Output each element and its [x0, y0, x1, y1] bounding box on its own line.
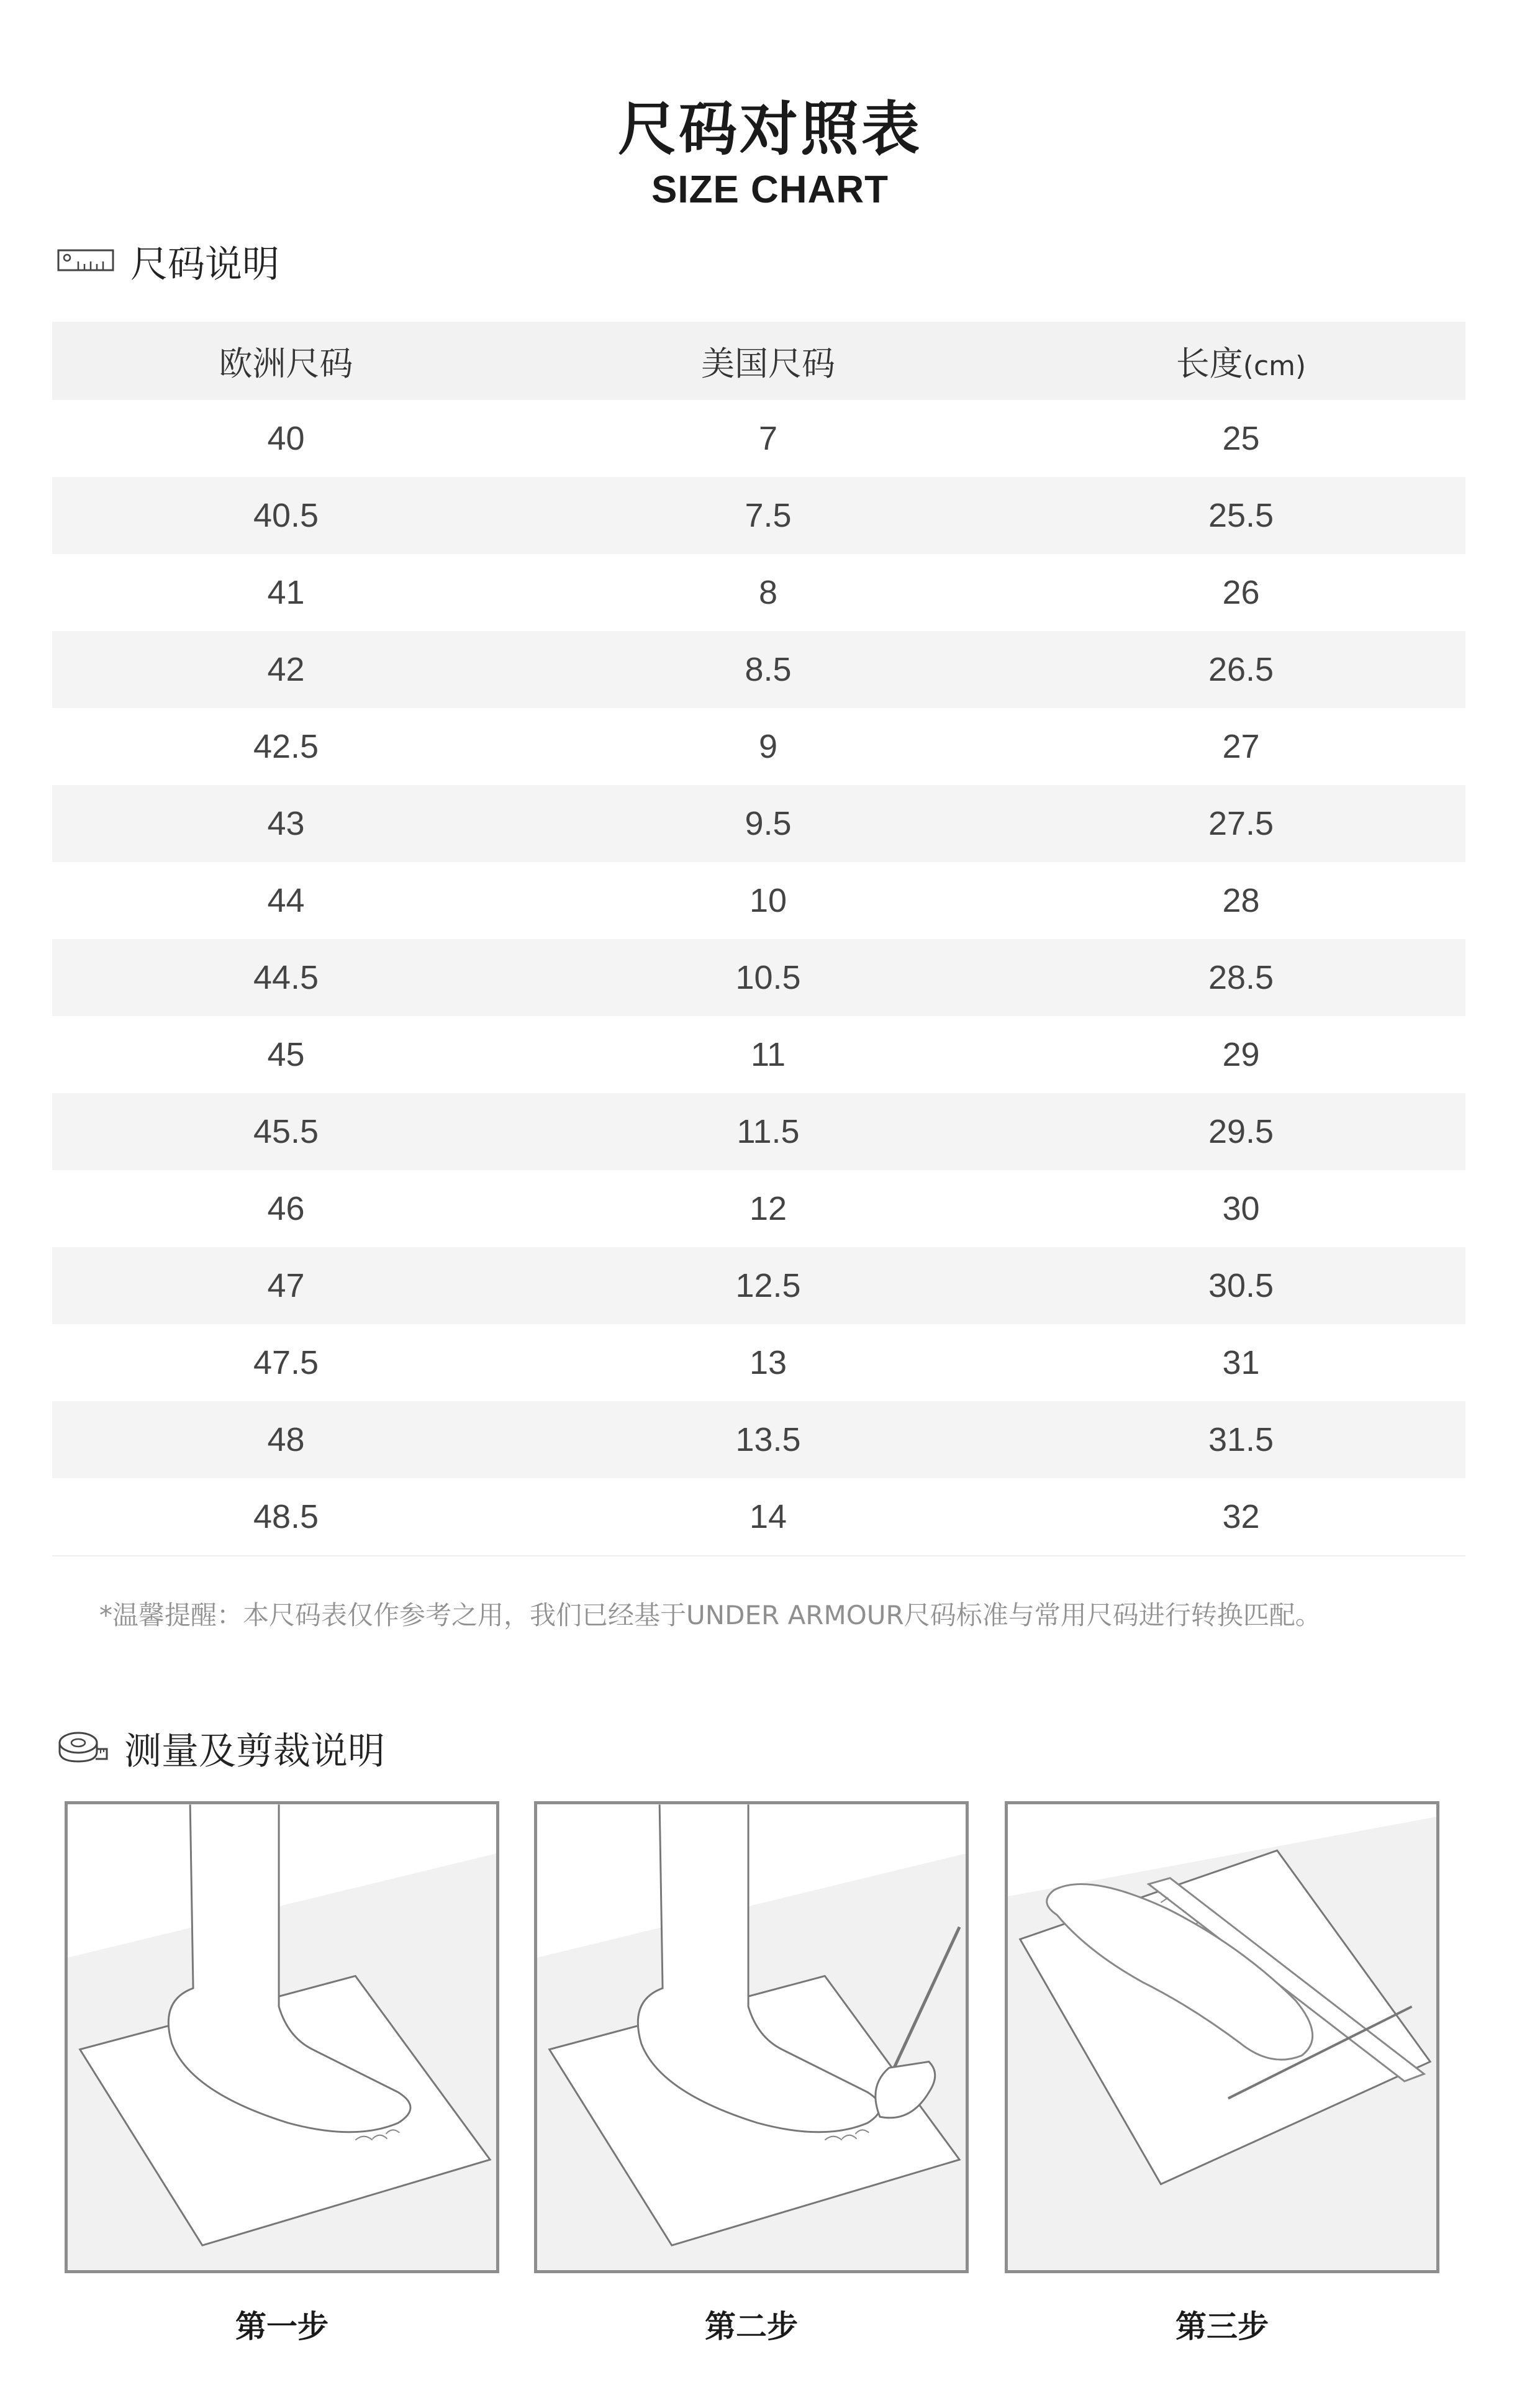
- length-cell: 31.5: [1208, 1421, 1274, 1458]
- eu-size-cell: 40.5: [253, 497, 319, 534]
- table-row: [52, 1093, 1465, 1170]
- eu-size-cell: 47: [267, 1267, 305, 1304]
- table-divider: [52, 1555, 1465, 1556]
- length-cell: 30: [1222, 1190, 1260, 1227]
- us-size-cell: 8: [758, 574, 778, 611]
- length-cell: 27: [1222, 728, 1260, 765]
- length-cell: 26.5: [1208, 651, 1274, 688]
- eu-size-cell: 47.5: [253, 1344, 319, 1381]
- us-size-cell: 7.5: [745, 497, 792, 534]
- size-section-header: [57, 234, 279, 289]
- us-size-cell: 12.5: [735, 1267, 801, 1304]
- us-size-cell: 12: [749, 1190, 787, 1227]
- eu-size-cell: 48.5: [253, 1498, 319, 1535]
- us-size-cell: 13: [749, 1344, 787, 1381]
- eu-size-cell: 46: [267, 1190, 305, 1227]
- eu-size-cell: 43: [267, 805, 305, 842]
- step-3-label: 第三步: [1175, 2309, 1269, 2345]
- eu-size-cell: 41: [267, 574, 305, 611]
- length-cell: 28: [1222, 882, 1260, 919]
- table-row: [52, 1401, 1465, 1478]
- eu-size-cell: 44.5: [253, 959, 319, 996]
- length-cell: 25.5: [1208, 497, 1274, 534]
- us-size-cell: 14: [749, 1498, 787, 1535]
- length-cell: 30.5: [1208, 1267, 1274, 1304]
- column-header-length: 长度(cm): [1175, 343, 1307, 383]
- step-2-illustration: [534, 1801, 969, 2273]
- disclaimer-note: *温馨提醒：本尺码表仅作参考之用，我们已经基于UNDER ARMOUR尺码标准与常用尺码进行转换匹配。: [99, 1600, 1321, 1630]
- step-3-illustration: [1005, 1801, 1439, 2273]
- size-table: [52, 322, 1465, 1556]
- measure-section-title: 测量及剪裁说明: [124, 1730, 385, 1773]
- eu-size-cell: 42.5: [253, 728, 319, 765]
- length-cell: 31: [1222, 1344, 1260, 1381]
- length-cell: 28.5: [1208, 959, 1274, 996]
- step-1-illustration: [65, 1801, 499, 2273]
- table-row: [52, 631, 1465, 708]
- table-row: [52, 477, 1465, 554]
- table-row: [52, 1016, 1465, 1093]
- us-size-cell: 9.5: [745, 805, 792, 842]
- page-subtitle: SIZE CHART: [651, 168, 889, 211]
- table-row: [52, 939, 1465, 1016]
- us-size-cell: 10: [749, 882, 787, 919]
- us-size-cell: 10.5: [735, 959, 801, 996]
- us-size-cell: 13.5: [735, 1421, 801, 1458]
- tape-measure-icon: [57, 1728, 108, 1769]
- table-row: [52, 1247, 1465, 1324]
- eu-size-cell: 45.5: [253, 1113, 319, 1150]
- page-title: 尺码对照表: [617, 96, 922, 163]
- table-row: [52, 400, 1465, 477]
- measure-section-header: [57, 1720, 385, 1776]
- length-cell: 27.5: [1208, 805, 1274, 842]
- length-cell: 26: [1222, 574, 1260, 611]
- step-2-label: 第二步: [705, 2309, 798, 2345]
- table-row: [52, 862, 1465, 939]
- eu-size-cell: 45: [267, 1036, 305, 1073]
- column-header-us: 美国尺码: [701, 343, 835, 383]
- table-row: [52, 1478, 1465, 1555]
- eu-size-cell: 44: [267, 882, 305, 919]
- table-row: [52, 708, 1465, 785]
- eu-size-cell: 42: [267, 651, 305, 688]
- length-unit: (cm): [1243, 350, 1307, 382]
- us-size-cell: 9: [758, 728, 778, 765]
- size-section-title: 尺码说明: [130, 243, 279, 286]
- length-cell: 32: [1222, 1498, 1260, 1535]
- table-row: [52, 554, 1465, 631]
- eu-size-cell: 48: [267, 1421, 305, 1458]
- table-header-row: [52, 322, 1465, 400]
- step-1-label: 第一步: [235, 2309, 328, 2345]
- length-cell: 29.5: [1208, 1113, 1274, 1150]
- ruler-icon: [57, 248, 114, 275]
- table-row: [52, 785, 1465, 862]
- us-size-cell: 7: [758, 420, 778, 457]
- us-size-cell: 8.5: [745, 651, 792, 688]
- length-cell: 29: [1222, 1036, 1260, 1073]
- column-header-eu: 欧洲尺码: [219, 343, 353, 383]
- table-row: [52, 1324, 1465, 1401]
- table-row: [52, 1170, 1465, 1247]
- length-cell: 25: [1222, 420, 1260, 457]
- us-size-cell: 11.5: [736, 1113, 800, 1150]
- eu-size-cell: 40: [267, 420, 305, 457]
- us-size-cell: 11: [750, 1036, 786, 1073]
